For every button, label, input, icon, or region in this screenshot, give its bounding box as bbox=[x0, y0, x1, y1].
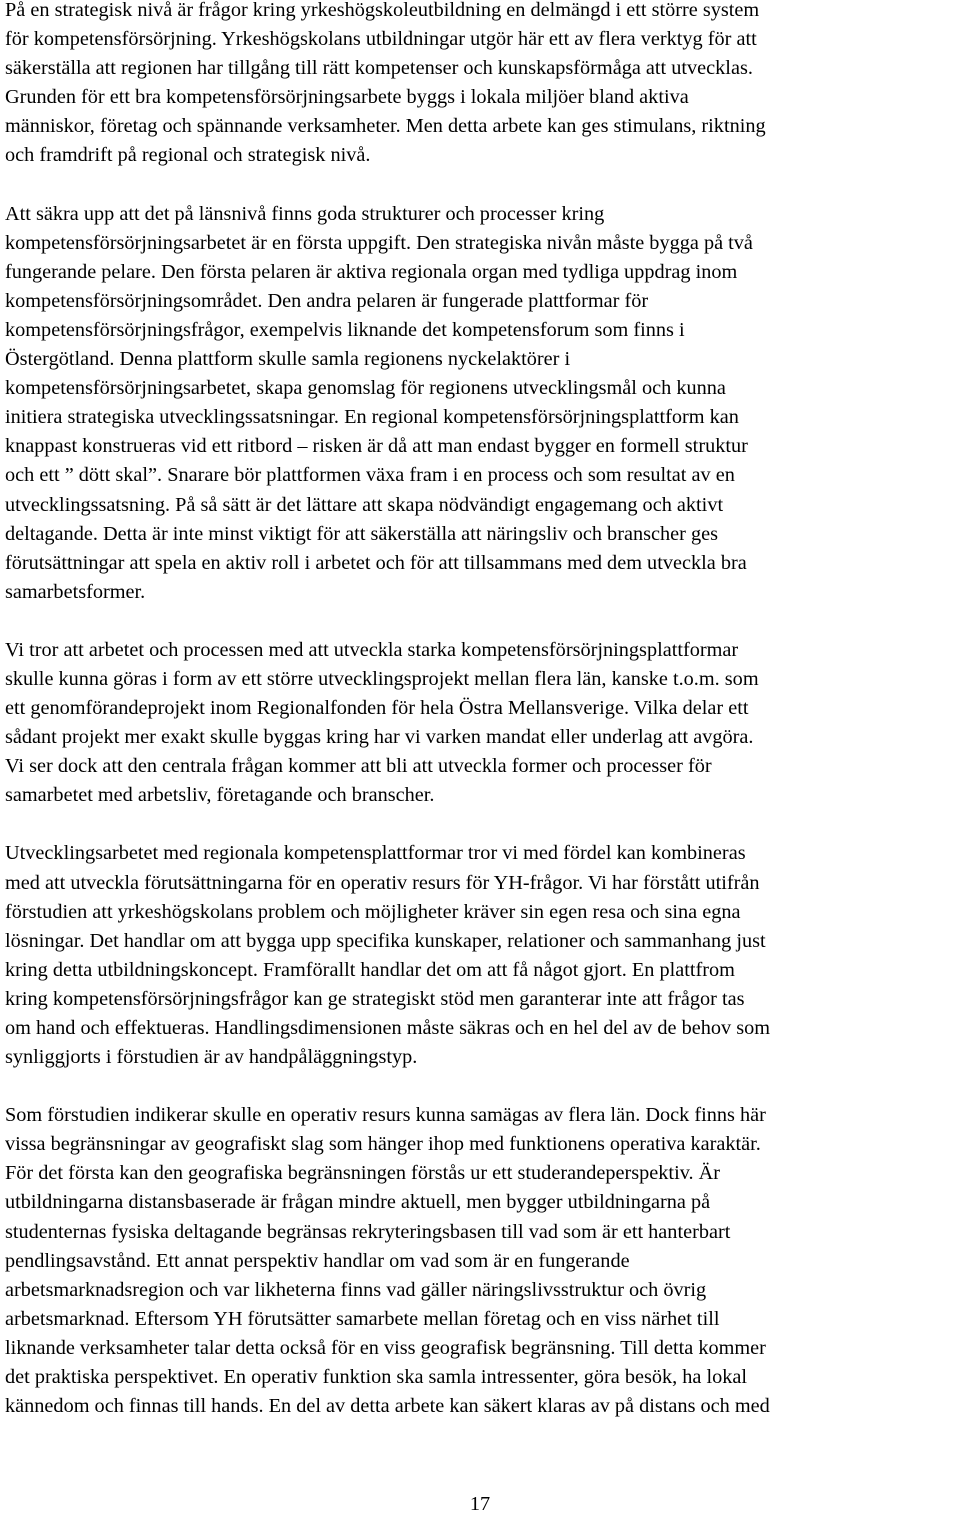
text-line: Grunden för ett bra kompetensförsörjningsarbete byggs i lokala miljöer bland aktiva bbox=[5, 86, 689, 109]
text-line: det praktiska perspektivet. En operativ funktion ska samla intressenter, göra besök, ha lokal bbox=[5, 1366, 748, 1389]
text-line: utbildningarna distansbaserade är frågan mindre aktuell, men bygger utbildningarna på bbox=[5, 1191, 711, 1214]
paragraph-3 bbox=[5, 636, 960, 811]
paragraph-2 bbox=[5, 200, 960, 607]
text-line: fungerande pelare. Den första pelaren är aktiva regionala organ med tydliga uppdrag inom bbox=[5, 260, 738, 283]
text-line: kännedom och finnas till hands. En del av detta arbete kan säkert klaras av på distans och med bbox=[5, 1395, 770, 1418]
text-line: om hand och effektueras. Handlingsdimensionen måste säkras och en hel del av de behov som bbox=[5, 1017, 771, 1039]
text-line: Östergötland. Denna plattform skulle samla regionens nyckelaktörer i bbox=[5, 348, 571, 371]
text-line: människor, företag och spännande verksamheter. Men detta arbete kan ges stimulans, riktning bbox=[5, 115, 766, 138]
text-line: initiera strategiska utvecklingssatsningar. En regional kompetensförsörjningsplattform kan bbox=[5, 406, 739, 429]
text-line: sådant projekt mer exakt skulle byggas kring har vi varken mandat eller underlag att avgöra. bbox=[5, 726, 754, 749]
text-line: kompetensförsörjningsområdet. Den andra pelaren är fungerade plattformar för bbox=[5, 289, 649, 312]
text-line: med att utveckla förutsättningarna för en operativ resurs för YH-frågor. Vi har förstått utifrån bbox=[5, 871, 760, 894]
text-line: kompetensförsörjningsarbetet är en första uppgift. Den strategiska nivån måste bygga på två bbox=[5, 231, 753, 254]
text-line: samarbetsformer. bbox=[5, 580, 146, 603]
text-line: skulle kunna göras i form av ett större utvecklingsprojekt mellan flera län, kanske t.o.m. som bbox=[5, 667, 759, 690]
text-line: utvecklingssatsning. På så sätt är det lättare att skapa nödvändigt engagemang och aktivt bbox=[5, 493, 724, 516]
text-line: kring kompetensförsörjningsfrågor kan ge strategiskt stöd men garanterar inte att frågor tas bbox=[5, 987, 745, 1010]
text-line: synliggjorts i förstudien är av handpåläggningstyp. bbox=[5, 1046, 418, 1069]
text-line: För det första kan den geografiska begränsningen förstås ur ett studerandeperspektiv. Är bbox=[5, 1162, 721, 1185]
text-line: lösningar. Det handlar om att bygga upp specifika kunskaper, relationer och sammanhang just bbox=[5, 929, 766, 952]
page-number: 17 bbox=[469, 1493, 491, 1515]
paragraph-1 bbox=[5, 0, 960, 171]
text-line: säkerställa att regionen har tillgång till rätt kompetenser och kunskapsförmåga att utvecklas. bbox=[5, 57, 753, 80]
text-line: Som förstudien indikerar skulle en operativ resurs kunna samägas av flera län. Dock finns här bbox=[5, 1104, 766, 1127]
text-line: Att säkra upp att det på länsnivå finns goda strukturer och processer kring bbox=[5, 202, 605, 225]
text-line: kompetensförsörjningsfrågor, exempelvis liknande det kompetensforum som finns i bbox=[5, 318, 685, 341]
text-line: för kompetensförsörjning. Yrkeshögskolans utbildningar utgör här ett av flera verktyg för att bbox=[5, 28, 757, 51]
text-line: kring detta utbildningskoncept. Framförallt handlar det om att få något gjort. En plattfrom bbox=[5, 958, 735, 981]
text-line: deltagande. Detta är inte minst viktigt för att säkerställa att näringsliv och branscher ges bbox=[5, 522, 718, 545]
text-line: vissa begränsningar av geografiskt slag som hänger ihop med funktionens operativa karaktär. bbox=[5, 1133, 761, 1156]
text-line: pendlingsavstånd. Ett annat perspektiv handlar om vad som är en fungerande bbox=[5, 1249, 630, 1272]
paragraph-5 bbox=[5, 1101, 960, 1421]
text-line: och framdrift på regional och strategisk nivå. bbox=[5, 144, 371, 167]
text-line: kompetensförsörjningsarbetet, skapa genomslag för regionens utvecklingsmål och kunna bbox=[5, 377, 726, 400]
text-line: förutsättningar att spela en aktiv roll i arbetet och för att tillsammans med dem utveckla bra bbox=[5, 551, 747, 574]
text-line: studenternas fysiska deltagande begränsas rekryteringsbasen till vad som är ett hanterbart bbox=[5, 1220, 731, 1243]
text-line: arbetsmarknadsregion och var likheterna finns vad gäller näringslivsstruktur och övrig bbox=[5, 1278, 707, 1301]
text-line: På en strategisk nivå är frågor kring yrkeshögskoleutbildning en delmängd i ett större system bbox=[5, 0, 760, 21]
document-body bbox=[5, 0, 960, 1450]
text-line: Utvecklingsarbetet med regionala kompetensplattformar tror vi med fördel kan kombineras bbox=[5, 842, 746, 865]
text-line: Vi tror att arbetet och processen med att utveckla starka kompetensförsörjningsplattformar bbox=[5, 638, 739, 661]
text-line: arbetsmarknad. Eftersom YH förutsätter samarbete mellan företag och en viss närhet till bbox=[5, 1307, 720, 1330]
text-line: förstudien att yrkeshögskolans problem och möjligheter kräver sin egen resa och sina egna bbox=[5, 900, 741, 923]
text-line: Vi ser dock att den centrala frågan kommer att bli att utveckla former och processer för bbox=[5, 755, 712, 778]
text-line: och ett ” dött skal”. Snarare bör plattformen växa fram i en process och som resultat av en bbox=[5, 464, 735, 487]
text-line: samarbetet med arbetsliv, företagande och branscher. bbox=[5, 784, 435, 807]
text-line: knappast konstrueras vid ett ritbord – risken är då att man endast bygger en formell struktur bbox=[5, 435, 748, 458]
text-line: ett genomförandeprojekt inom Regionalfonden för hela Östra Mellansverige. Vilka delar ett bbox=[5, 697, 749, 720]
text-line: liknande verksamheter talar detta också för en viss geografisk begränsning. Till detta kommer bbox=[5, 1336, 766, 1359]
paragraph-4 bbox=[5, 839, 960, 1072]
